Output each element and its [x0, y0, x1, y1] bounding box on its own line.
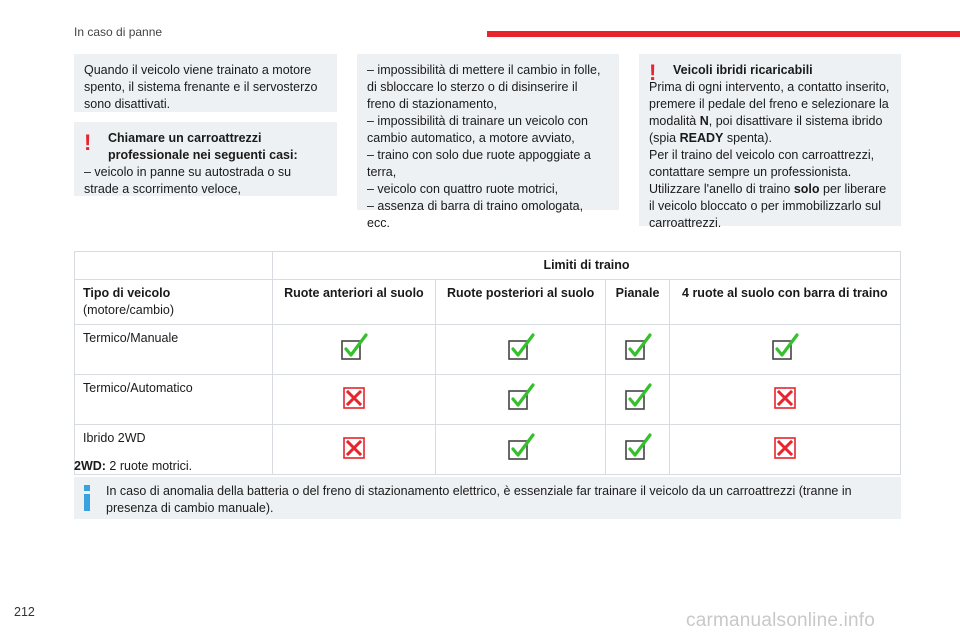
- info-battery-note: [74, 477, 901, 519]
- note-engine-off: [74, 54, 337, 112]
- warning-hybrid-title: Veicoli ibridi ricaricabili: [673, 63, 813, 77]
- table-col0-header: [75, 280, 273, 325]
- table-row: [75, 375, 901, 425]
- hybrid-mode-n: N: [699, 114, 709, 128]
- warning-hybrid-vehicles: [639, 54, 901, 230]
- towtruck-case-item: – impossibilità di mettere il cambio in folle, di sbloccare lo sterzo o di disinserire il freno di stazionamento,: [367, 63, 601, 111]
- table-row: [75, 325, 901, 375]
- allowed-cell: [435, 425, 606, 475]
- table-header-row: [75, 280, 901, 325]
- towtruck-cases-list: [357, 54, 619, 230]
- page-number: 212: [14, 605, 35, 619]
- allowed-cell: [606, 375, 669, 425]
- footnote-text: 2 ruote motrici.: [105, 459, 193, 473]
- hybrid-p3-part: Utilizzare l'anello di traino: [649, 182, 794, 196]
- allowed-cell: [435, 375, 606, 425]
- checkmark-icon: [505, 332, 537, 364]
- towtruck-case-item: – impossibilità di trainare un veicolo con cambio automatico, a motore avviato,: [367, 114, 588, 145]
- towtruck-case-item: – veicolo con quattro ruote motrici,: [367, 182, 559, 196]
- row-label: Ibrido 2WD: [75, 425, 273, 475]
- towtruck-case-item: – assenza di barra di traino omologata, ecc.: [367, 199, 584, 230]
- checkmark-icon: [338, 332, 370, 364]
- warning-hybrid-p2: Per il traino del veicolo con carroattrezzi, contattare sempre un professionista.: [649, 148, 875, 179]
- col0-title: Tipo di veicolo: [83, 286, 171, 300]
- watermark: carmanualsonline.info: [686, 610, 876, 631]
- checkmark-icon: [769, 332, 801, 364]
- towtruck-case-item: – traino con solo due ruote appoggiate a terra,: [367, 148, 591, 179]
- col0-subtitle: (motore/cambio): [83, 303, 174, 317]
- not-allowed-cell: [669, 375, 900, 425]
- warning-call-towtruck-title: Chiamare un carroattrezzi professionale nei seguenti casi:: [108, 131, 298, 162]
- info-icon: [84, 485, 90, 511]
- allowed-cell: [606, 325, 669, 375]
- warning-hybrid-p3: [649, 181, 891, 232]
- hybrid-ready-lamp: READY: [679, 131, 724, 145]
- warning-call-towtruck: [74, 122, 337, 196]
- row-label: Termico/Automatico: [75, 375, 273, 425]
- allowed-cell: [669, 325, 900, 375]
- info-battery-text: In caso di anomalia della batteria o del freno di stazionamento elettrico, è essenziale far trainare il veicolo da un carroattrezzi (tranne in presenza di cambio manuale).: [106, 484, 852, 515]
- header-title: In caso di panne: [74, 25, 163, 39]
- cross-icon: [338, 382, 370, 414]
- not-allowed-cell: [273, 375, 436, 425]
- allowed-cell: [435, 325, 606, 375]
- row-label: Termico/Manuale: [75, 325, 273, 375]
- checkmark-icon: [505, 432, 537, 464]
- table-group-header: Limiti di traino: [273, 252, 901, 280]
- checkmark-icon: [622, 382, 654, 414]
- hybrid-p3-part: per liberare il veicolo bloccato o per immobilizzarlo sul carroattrezzi.: [649, 182, 887, 230]
- checkmark-icon: [622, 432, 654, 464]
- warning-exclamation-icon: !: [84, 130, 92, 155]
- footnote-term: 2WD:: [74, 459, 106, 473]
- warning-call-towtruck-item: – veicolo in panne su autostrada o su strade a scorrimento veloce,: [84, 165, 292, 196]
- hybrid-p1-part: Prima di ogni intervento, a contatto inserito, premere il pedale del freno e selezionare la modalità: [649, 80, 890, 128]
- hybrid-p3-solo: solo: [793, 182, 820, 196]
- cross-icon: [769, 432, 801, 464]
- header-accent-bar: [487, 31, 960, 37]
- towing-limits-table: [74, 251, 901, 475]
- footnote-2wd: [74, 458, 192, 475]
- not-allowed-cell: [669, 425, 900, 475]
- checkmark-icon: [505, 382, 537, 414]
- allowed-cell: [273, 325, 436, 375]
- col-header-four-wheels-bar: 4 ruote al suolo con barra di traino: [669, 280, 900, 325]
- cross-icon: [338, 432, 370, 464]
- table-group-header-row: [75, 252, 901, 280]
- col-header-front-wheels: Ruote anteriori al suolo: [273, 280, 436, 325]
- warning-exclamation-icon: !: [649, 60, 657, 85]
- col-header-rear-wheels: Ruote posteriori al suolo: [435, 280, 606, 325]
- table-row: [75, 425, 901, 475]
- col-header-flatbed: Pianale: [606, 280, 669, 325]
- table-empty-corner: [75, 252, 273, 280]
- not-allowed-cell: [273, 425, 436, 475]
- hybrid-p1-part: spenta).: [723, 131, 772, 145]
- checkmark-icon: [622, 332, 654, 364]
- note-engine-off-text: Quando il veicolo viene trainato a motore spento, il sistema frenante e il servosterzo sono disattivati.: [84, 63, 318, 111]
- warning-hybrid-p1: [649, 79, 891, 147]
- allowed-cell: [606, 425, 669, 475]
- cross-icon: [769, 382, 801, 414]
- hybrid-p1-part: , poi disattivare il sistema ibrido (spia: [649, 114, 883, 145]
